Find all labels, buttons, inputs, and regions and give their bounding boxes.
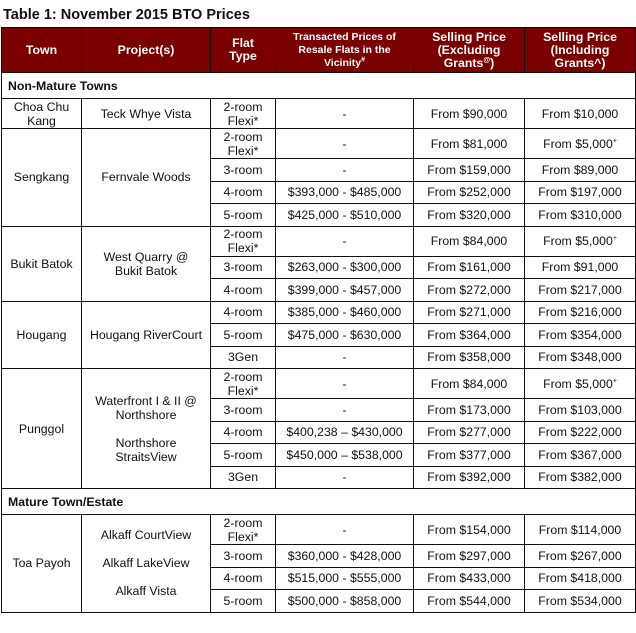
- excl-price-cell: From $154,000: [414, 515, 525, 545]
- incl-price-cell: [525, 129, 636, 159]
- header-text: (Including: [550, 42, 610, 57]
- transacted-cell: -: [276, 159, 414, 182]
- town-cell: Punggol: [2, 369, 82, 489]
- table-row: [2, 226, 636, 256]
- incl-price-cell: From $348,000: [525, 346, 636, 369]
- transacted-cell: $515,000 - $555,000: [276, 567, 414, 590]
- project-name: Alkaff Vista: [115, 584, 177, 599]
- table-row: [2, 369, 636, 399]
- header-text: Grants: [443, 55, 484, 70]
- excl-price-cell: From $84,000: [414, 226, 525, 256]
- transacted-cell: $393,000 - $485,000: [276, 181, 414, 204]
- flat-type-cell: 2-room Flexi*: [211, 99, 276, 129]
- flat-type-cell: 4-room: [211, 301, 276, 324]
- incl-price-cell: From $367,000: [525, 444, 636, 467]
- flat-type-cell: 2-room Flexi*: [211, 226, 276, 256]
- incl-price-cell: From $103,000: [525, 399, 636, 422]
- excl-price-cell: From $161,000: [414, 256, 525, 279]
- transacted-cell: -: [276, 466, 414, 489]
- town-cell: Bukit Batok: [2, 226, 82, 301]
- transacted-cell: -: [276, 129, 414, 159]
- project-name: Northshore StraitsView: [115, 435, 177, 464]
- transacted-cell: -: [276, 226, 414, 256]
- header-text: (Excluding: [437, 42, 501, 57]
- town-cell: Sengkang: [2, 129, 82, 227]
- project-cell: Fernvale Woods: [82, 129, 211, 227]
- flat-type-cell: 5-room: [211, 444, 276, 467]
- header-text: Type: [229, 49, 257, 63]
- excl-price-cell: From $392,000: [414, 466, 525, 489]
- excl-price-cell: From $81,000: [414, 129, 525, 159]
- town-cell: Choa Chu Kang: [2, 99, 82, 129]
- transacted-cell: $500,000 - $858,000: [276, 590, 414, 613]
- transacted-cell: -: [276, 369, 414, 399]
- excl-price-cell: From $297,000: [414, 545, 525, 568]
- header-text: Flat: [232, 36, 254, 50]
- table-row: [2, 515, 636, 545]
- price-text: From $5,000: [543, 376, 613, 391]
- table-title: Table 1: November 2015 BTO Prices: [3, 7, 250, 23]
- footnote-mark: @: [483, 56, 491, 64]
- footnote-mark: +: [612, 137, 617, 145]
- incl-price-cell: From $222,000: [525, 421, 636, 444]
- excl-price-cell: From $271,000: [414, 301, 525, 324]
- flat-type-cell: 5-room: [211, 324, 276, 347]
- header-incl-grants: [525, 28, 636, 73]
- project-cell: Hougang RiverCourt: [82, 301, 211, 369]
- flat-type-cell: 3Gen: [211, 466, 276, 489]
- header-text: Selling Price: [543, 29, 617, 44]
- transacted-cell: $399,000 - $457,000: [276, 279, 414, 302]
- header-town: Town: [2, 28, 82, 73]
- transacted-cell: -: [276, 399, 414, 422]
- transacted-cell: -: [276, 99, 414, 129]
- transacted-cell: $450,000 – $538,000: [276, 444, 414, 467]
- flat-type-cell: 3-room: [211, 159, 276, 182]
- excl-price-cell: From $320,000: [414, 204, 525, 227]
- transacted-cell: $263,000 - $300,000: [276, 256, 414, 279]
- incl-price-cell: From $382,000: [525, 466, 636, 489]
- excl-price-cell: From $272,000: [414, 279, 525, 302]
- header-text: Selling Price: [432, 29, 506, 44]
- section-mature: Mature Town/Estate: [2, 489, 636, 515]
- footnote-mark: +: [612, 377, 617, 385]
- excl-price-cell: From $252,000: [414, 181, 525, 204]
- incl-price-cell: From $114,000: [525, 515, 636, 545]
- project-name: Alkaff CourtView: [100, 528, 192, 543]
- flat-type-cell: 4-room: [211, 279, 276, 302]
- project-cell: [82, 515, 211, 613]
- flat-type-cell: 3-room: [211, 545, 276, 568]
- incl-price-cell: From $217,000: [525, 279, 636, 302]
- flat-type-cell: 4-room: [211, 421, 276, 444]
- project-cell: [82, 369, 211, 489]
- header-text: Vicinity: [323, 56, 362, 69]
- project-name: Alkaff LakeView: [102, 556, 190, 571]
- bto-prices-table: [1, 27, 636, 613]
- transacted-cell: $475,000 - $630,000: [276, 324, 414, 347]
- incl-price-cell: From $310,000: [525, 204, 636, 227]
- table-row: [2, 129, 636, 159]
- excl-price-cell: From $358,000: [414, 346, 525, 369]
- town-cell: Hougang: [2, 301, 82, 369]
- incl-price-cell: From $10,000: [525, 99, 636, 129]
- transacted-cell: -: [276, 346, 414, 369]
- transacted-cell: $425,000 - $510,000: [276, 204, 414, 227]
- excl-price-cell: From $159,000: [414, 159, 525, 182]
- excl-price-cell: From $364,000: [414, 324, 525, 347]
- flat-type-cell: 4-room: [211, 567, 276, 590]
- table-row: [2, 99, 636, 129]
- flat-type-cell: 3Gen: [211, 346, 276, 369]
- incl-price-cell: [525, 369, 636, 399]
- excl-price-cell: From $433,000: [414, 567, 525, 590]
- project-name: Waterfront I & II @ Northshore: [95, 393, 197, 422]
- incl-price-cell: From $418,000: [525, 567, 636, 590]
- excl-price-cell: From $377,000: [414, 444, 525, 467]
- flat-type-cell: 3-room: [211, 399, 276, 422]
- flat-type-cell: 3-room: [211, 256, 276, 279]
- price-text: From $5,000: [543, 136, 613, 151]
- header-text: ): [490, 55, 495, 70]
- town-cell: Toa Payoh: [2, 515, 82, 613]
- transacted-cell: -: [276, 515, 414, 545]
- header-text: Grants^): [554, 55, 606, 70]
- excl-price-cell: From $173,000: [414, 399, 525, 422]
- table-header-row: [2, 28, 636, 73]
- excl-price-cell: From $277,000: [414, 421, 525, 444]
- incl-price-cell: From $91,000: [525, 256, 636, 279]
- footnote-mark: +: [612, 234, 617, 242]
- header-text: Resale Flats in the: [298, 43, 391, 56]
- footnote-mark: #: [361, 56, 366, 63]
- header-project: Project(s): [82, 28, 211, 73]
- incl-price-cell: From $89,000: [525, 159, 636, 182]
- flat-type-cell: 5-room: [211, 204, 276, 227]
- price-text: From $5,000: [543, 234, 613, 248]
- excl-price-cell: From $544,000: [414, 590, 525, 613]
- flat-type-cell: 2-room Flexi*: [211, 515, 276, 545]
- incl-price-cell: From $197,000: [525, 181, 636, 204]
- transacted-cell: $400,238 – $430,000: [276, 421, 414, 444]
- flat-type-cell: 2-room Flexi*: [211, 369, 276, 399]
- header-text: Transacted Prices of: [293, 30, 396, 43]
- excl-price-cell: From $84,000: [414, 369, 525, 399]
- incl-price-cell: From $354,000: [525, 324, 636, 347]
- header-excl-grants: [414, 28, 525, 73]
- flat-type-cell: 2-room Flexi*: [211, 129, 276, 159]
- flat-type-cell: 4-room: [211, 181, 276, 204]
- project-cell: Teck Whye Vista: [82, 99, 211, 129]
- header-flat-type: [211, 28, 276, 73]
- table-row: [2, 301, 636, 324]
- incl-price-cell: From $216,000: [525, 301, 636, 324]
- transacted-cell: $385,000 - $460,000: [276, 301, 414, 324]
- project-cell: West Quarry @ Bukit Batok: [82, 226, 211, 301]
- section-non-mature: Non-Mature Towns: [2, 73, 636, 99]
- excl-price-cell: From $90,000: [414, 99, 525, 129]
- incl-price-cell: From $267,000: [525, 545, 636, 568]
- transacted-cell: $360,000 - $428,000: [276, 545, 414, 568]
- incl-price-cell: [525, 226, 636, 256]
- header-transacted: [276, 28, 414, 73]
- flat-type-cell: 5-room: [211, 590, 276, 613]
- incl-price-cell: From $534,000: [525, 590, 636, 613]
